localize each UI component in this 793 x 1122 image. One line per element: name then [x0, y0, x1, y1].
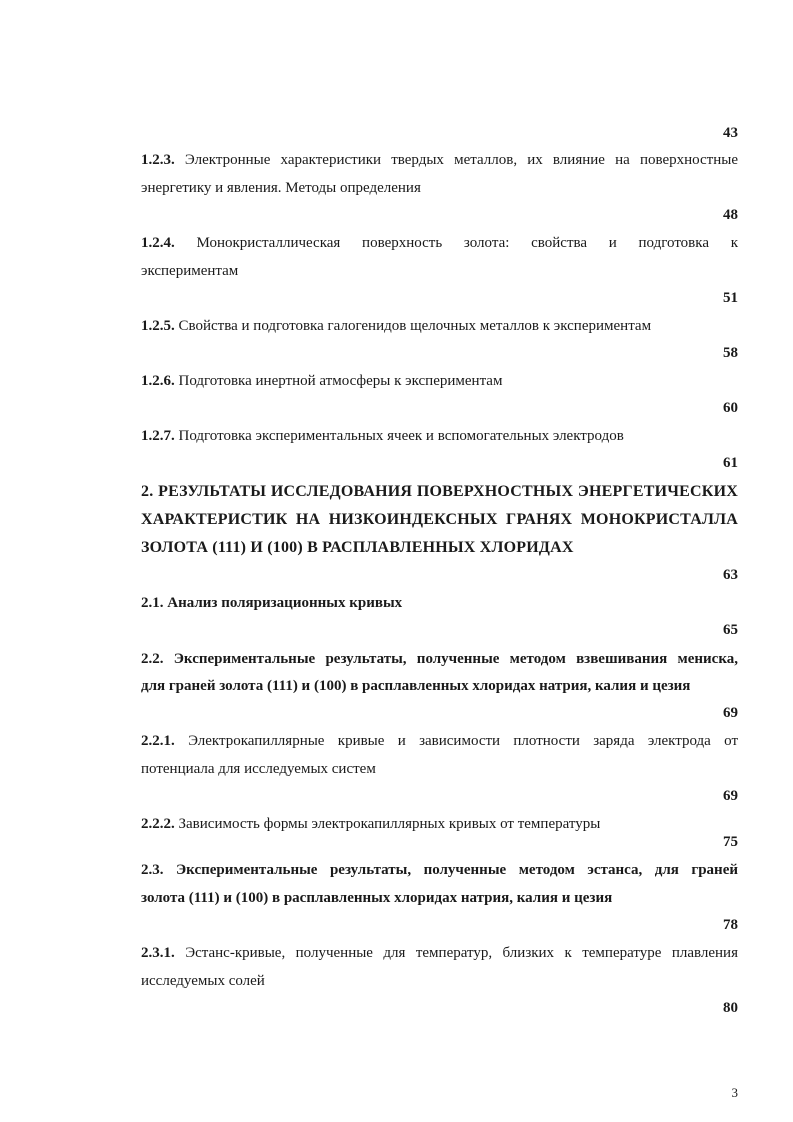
- toc-entry-2-3-cont: золота (111) и (100) в расплавленных хлоридах натрия, калия и цезия: [141, 890, 613, 906]
- toc-entry-title: Электрокапиллярные кривые и зависимости плотности заряда электрода от: [174, 733, 738, 749]
- footer-page-number: 3: [731, 1085, 738, 1100]
- toc-entry-1-2-7: [141, 427, 738, 445]
- toc-page-number: 80: [723, 1000, 738, 1016]
- toc-entry-title: Эстанс-кривые, полученные для температур, близких к температуре плавления: [174, 945, 738, 961]
- toc-entry-number: 2.2.2.: [141, 816, 175, 832]
- toc-entry-2-2: 2.2. Экспериментальные результаты, полученные методом взвешивания мениска,: [141, 651, 738, 667]
- toc-entry-1-2-3-cont: энергетику и явления. Методы определения: [141, 180, 421, 196]
- toc-entry-2-2-1-cont: потенциала для исследуемых систем: [141, 761, 376, 777]
- toc-entry-number: 1.2.5.: [141, 318, 175, 334]
- toc-entry-title: Свойства и подготовка галогенидов щелочных металлов к экспериментам: [174, 318, 652, 334]
- toc-page-number: 78: [723, 917, 738, 933]
- toc-page-number: 43: [723, 125, 738, 141]
- toc-chapter-2-line3: ЗОЛОТА (111) И (100) В РАСПЛАВЛЕННЫХ ХЛОРИДАХ: [141, 539, 574, 556]
- toc-entry-2-2-2: [141, 815, 738, 833]
- toc-entry-title: Монокристаллическая поверхность золота: свойства и подготовка к: [174, 235, 738, 251]
- toc-page-number: 48: [723, 207, 738, 223]
- toc-page-number: 65: [723, 622, 738, 638]
- toc-entry-1-2-4-cont: экспериментам: [141, 263, 239, 279]
- toc-entry-1-2-6: [141, 372, 738, 390]
- toc-entry-title: Подготовка инертной атмосферы к экспериментам: [174, 373, 503, 389]
- toc-page-number: 51: [723, 290, 738, 306]
- toc-entry-2-1: 2.1. Анализ поляризационных кривых: [141, 595, 403, 611]
- toc-page-number: 61: [723, 455, 738, 471]
- toc-entry-title: Зависимость формы электрокапиллярных кривых от температуры: [174, 816, 601, 832]
- toc-entry-2-2-1: [141, 732, 738, 750]
- toc-entry-1-2-5: [141, 317, 738, 335]
- toc-entry-1-2-3: [141, 151, 738, 169]
- toc-entry-number: 1.2.6.: [141, 373, 175, 389]
- toc-entry-2-2-cont: для граней золота (111) и (100) в расплавленных хлоридах натрия, калия и цезия: [141, 678, 691, 694]
- toc-chapter-2-line2: ХАРАКТЕРИСТИК НА НИЗКОИНДЕКСНЫХ ГРАНЯХ МОНОКРИСТАЛЛА: [141, 511, 738, 528]
- toc-page-number: 60: [723, 400, 738, 416]
- toc-entry-number: 1.2.7.: [141, 428, 175, 444]
- toc-entry-2-3-1-cont: исследуемых солей: [141, 973, 265, 989]
- toc-entry-title: Подготовка экспериментальных ячеек и вспомогательных электродов: [174, 428, 624, 444]
- toc-entry-title: Электронные характеристики твердых металлов, их влияние на поверхностные: [174, 152, 738, 168]
- toc-entry-1-2-4: [141, 234, 738, 252]
- toc-entry-number: 2.2.1.: [141, 733, 175, 749]
- toc-page-number: 63: [723, 567, 738, 583]
- toc-page-number: 58: [723, 345, 738, 361]
- toc-entry-number: 1.2.3.: [141, 152, 175, 168]
- toc-entry-number: 1.2.4.: [141, 235, 175, 251]
- toc-page-number: 69: [723, 705, 738, 721]
- toc-entry-2-3-1: [141, 944, 738, 962]
- toc-page-number: 75: [723, 834, 738, 850]
- toc-page-number: 69: [723, 788, 738, 804]
- toc-chapter-2-line1: 2. РЕЗУЛЬТАТЫ ИССЛЕДОВАНИЯ ПОВЕРХНОСТНЫХ ЭНЕРГЕТИЧЕСКИХ: [141, 483, 738, 500]
- toc-entry-2-3: 2.3. Экспериментальные результаты, полученные методом эстанса, для граней: [141, 862, 738, 878]
- toc-entry-number: 2.3.1.: [141, 945, 175, 961]
